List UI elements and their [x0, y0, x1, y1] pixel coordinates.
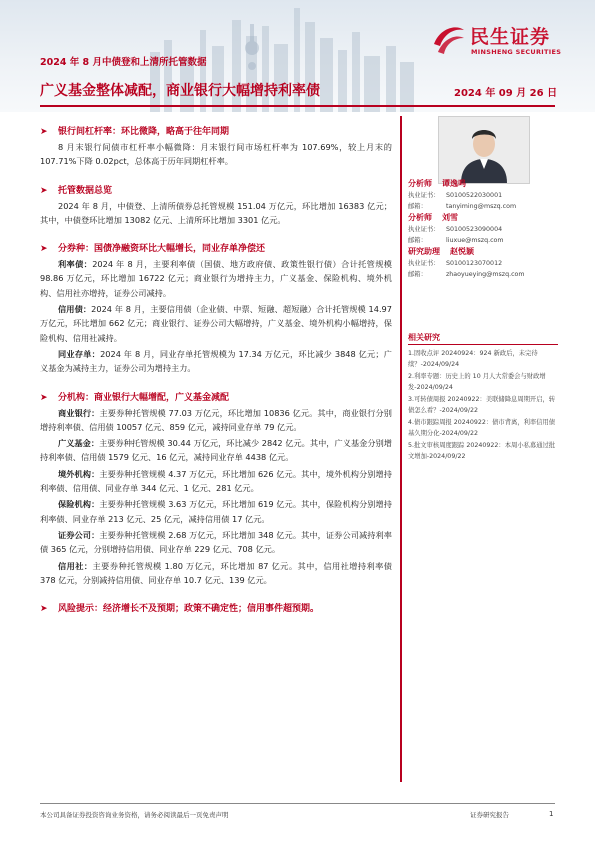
footer-disclaimer: 本公司具备证券投资咨询业务资格，请务必阅读最后一页免责声明	[40, 811, 229, 819]
paragraph: 境外机构：主要券种托管规模 4.37 万亿元，环比增加 626 亿元。其中，境外机构分别增持利率债、信用债、同业存单 344 亿元、1 亿元、281 亿元。	[40, 468, 392, 494]
logo-swoosh-icon	[430, 22, 466, 58]
related-research-link[interactable]: 3.可转债周报 20240922：美联储降息周期开启，转债怎么看？-2024/09/22	[408, 396, 556, 414]
analyst-card: 研究助理 赵悦颖 执业证书： S0100123070012 邮箱： zhaoyueying@mszq.com	[408, 247, 525, 278]
arrow-icon: ➤	[40, 244, 48, 255]
section	[40, 390, 392, 588]
related-research-link[interactable]: 4.债市跟踪周报 20240922：债市背离，利率信用债基久期分化-2024/09/22	[408, 419, 556, 437]
section-heading: ➤ 分券种：国债净融资环比大幅增长，同业存单净偿还	[40, 244, 266, 255]
paragraph: 广义基金：主要券种托管规模 30.44 万亿元，环比减少 2842 亿元。其中，广义基金分别增持利率债、信用债 1579 亿元、16 亿元，减持同业存单 4438 亿元。	[40, 438, 392, 463]
minsheng-logo	[430, 22, 580, 62]
analyst-card: 分析师 刘雪 执业证书： S0100523090004 邮箱： liuxue@mszq.com	[408, 213, 504, 244]
column-divider	[400, 116, 402, 782]
analyst-photo	[438, 116, 530, 184]
analyst-name: 赵悦颖	[450, 247, 474, 256]
arrow-icon: ➤	[40, 392, 48, 403]
related-research-title: 相关研究	[408, 333, 440, 342]
paragraph: 信用债：2024 年 8 月，主要信用债（企业债、中票、短融、超短融）合计托管规模 14.97 万亿元，环比增加 662 亿元；商业银行、证券公司大幅增持，广义基金、境外机构小幅增持，保险机构、信用社减持。	[40, 304, 392, 343]
paragraph: 2024 年 8 月，中债登、上清所债券总托管规模 151.04 万亿元，环比增加 16383 亿元；其中，中债登环比增加 13082 亿元、上清所环比增加 3301 亿元。	[40, 200, 392, 225]
analyst-role: 分析师	[408, 179, 432, 188]
person-portrait-icon	[439, 117, 529, 183]
arrow-icon: ➤	[40, 127, 48, 137]
analyst-list	[408, 178, 558, 280]
analyst-name: 刘雪	[442, 213, 458, 222]
footer-rule	[40, 803, 555, 804]
paragraph: 保险机构：主要券种托管规模 3.63 万亿元，环比增加 619 亿元。其中，保险机构分别增持利率债、同业存单 213 亿元、25 亿元，减持信用债 17 亿元。	[40, 499, 392, 524]
paragraph: 8 月末银行间债市杠杆率小幅微降：月末银行间市场杠杆率为 107.69%，较上月末的 107.71%下降 0.02pct，总体高于历年同期杠杆率。	[40, 142, 392, 167]
paragraph: 信用社：主要券种托管规模 1.80 万亿元，环比增加 87 亿元。其中，信用社增持利率债 378 亿元，分别减持信用债、同业存单 10.7 亿元、139 亿元。	[40, 560, 392, 585]
analyst-card: 分析师 谭逸鸣 执业证书： S0100522030001 邮箱： tanyiming@mszq.com	[408, 179, 517, 210]
analyst-name: 谭逸鸣	[442, 179, 466, 188]
section-heading: ➤ 托管数据总览	[40, 185, 113, 196]
analyst-email[interactable]: tanyiming@mszq.com	[446, 203, 517, 210]
section	[40, 601, 392, 614]
analyst-role: 分析师	[408, 213, 432, 222]
report-body	[40, 124, 392, 622]
arrow-icon: ➤	[40, 604, 48, 615]
paragraph: 商业银行：主要券种托管规模 77.03 万亿元，环比增加 10836 亿元。其中，商业银行分别增持利率债、信用债 10057 亿元、859 亿元，减持同业存单 79 亿元。	[40, 407, 392, 432]
related-rule	[408, 344, 558, 345]
analyst-email[interactable]: zhaoyueying@mszq.com	[446, 271, 525, 278]
paragraph: 利率债：2024 年 8 月，主要利率债（国债、地方政府债、政策性银行债）合计托管规模 98.86 万亿元，环比增加 16722 亿元；商业银行为增持主力，广义基金、保险机构、境外机构、信用社亦增持，证券公司减持。	[40, 259, 392, 298]
page-number: 1	[549, 810, 554, 818]
section-heading: ➤ 分机构：商业银行大幅增配，广义基金减配	[40, 392, 230, 403]
analyst-cert: S0100123070012	[446, 260, 503, 267]
section	[40, 183, 392, 228]
related-research-list	[408, 348, 558, 463]
section-heading: ➤ 银行间杠杆率：环比微降，略高于往年同期	[40, 127, 230, 137]
logo-chinese-text: 民生证券	[470, 26, 551, 48]
analyst-email[interactable]: liuxue@mszq.com	[446, 237, 504, 244]
report-header	[0, 0, 595, 112]
report-series: 2024 年 8 月中债登和上清所托管数据	[40, 57, 207, 68]
footer-report-type: 证券研究报告	[470, 811, 509, 819]
analyst-role: 研究助理	[408, 247, 440, 256]
header-rule	[40, 105, 555, 107]
related-research-link[interactable]: 5.批文审核周度跟踪 20240922：本周小私募通过批文增加-2024/09/22	[408, 442, 556, 460]
report-title: 广义基金整体减配，商业银行大幅增持利率债	[40, 83, 320, 99]
analyst-cert: S0100522030001	[446, 192, 503, 199]
related-research-link[interactable]: 1.固收点评 20240924：924 新政后，未完待续？-2024/09/24	[408, 350, 538, 368]
related-research-link[interactable]: 2.利率专题：历史上的 10 月人大常委会与财政增发-2024/09/24	[408, 373, 546, 391]
report-date: 2024 年 09 月 26 日	[454, 88, 558, 99]
risk-heading: ➤ 风险提示：经济增长不及预期；政策不确定性；信用事件超预期。	[40, 604, 320, 615]
analyst-cert: S0100523090004	[446, 226, 503, 233]
paragraph: 证券公司：主要券种托管规模 2.68 万亿元，环比增加 348 亿元。其中，证券公司减持利率债 365 亿元，分别增持信用债、同业存单 229 亿元、708 亿元。	[40, 529, 392, 555]
logo-english-text: MINSHENG SECURITIES	[471, 48, 562, 56]
paragraph: 同业存单：2024 年 8 月，同业存单托管规模为 17.34 万亿元，环比减少 3848 亿元；广义基金为减持主力，证券公司为增持主力。	[40, 348, 392, 374]
section	[40, 241, 392, 375]
section	[40, 124, 392, 169]
arrow-icon: ➤	[40, 185, 48, 196]
